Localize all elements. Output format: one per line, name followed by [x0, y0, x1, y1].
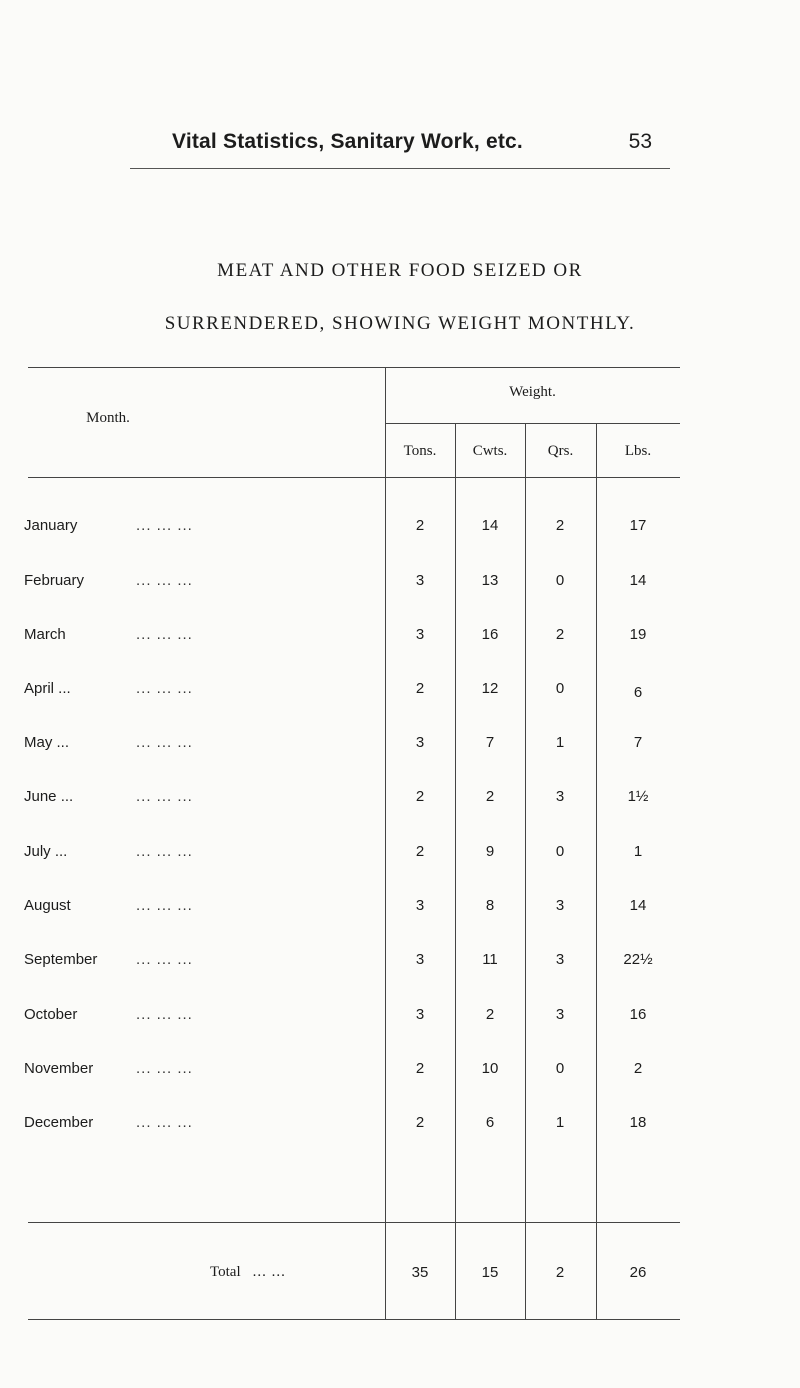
tons-cell: 3	[415, 572, 425, 589]
table-bottom-rule	[28, 1319, 680, 1320]
tons-cell: 3	[415, 951, 425, 968]
leader-dots: ... ... ...	[136, 1060, 193, 1077]
month-name: October	[24, 1006, 78, 1023]
total-top-rule	[28, 1222, 680, 1223]
weight-subheader-rule	[385, 423, 680, 424]
month-column-divider	[385, 367, 386, 1319]
leader-dots: ... ... ...	[136, 1006, 193, 1023]
lbs-header: Lbs.	[624, 443, 652, 459]
qrs-cell: 3	[555, 951, 565, 968]
lbs-cell: 19	[629, 626, 647, 643]
cwts-cell: 13	[481, 572, 499, 589]
tons-cell: 3	[415, 897, 425, 914]
total-tons-cell: 35	[411, 1264, 429, 1281]
lbs-cell: 16	[629, 1006, 647, 1023]
month-name: June ...	[24, 788, 74, 805]
qrs-lbs-divider	[596, 423, 597, 1319]
lbs-cell: 1	[633, 843, 643, 860]
lbs-cell: 7	[633, 734, 643, 751]
cwts-cell: 2	[485, 1006, 495, 1023]
leader-dots: ... ... ...	[136, 572, 193, 589]
qrs-cell: 1	[555, 1114, 565, 1131]
lbs-cell: 22½	[623, 951, 653, 968]
cwts-cell: 16	[481, 626, 499, 643]
cwts-cell: 12	[481, 680, 499, 697]
tons-cell: 2	[415, 680, 425, 697]
leader-dots: ... ... ...	[136, 897, 193, 914]
cwts-cell: 7	[485, 734, 495, 751]
qrs-cell: 3	[555, 897, 565, 914]
qrs-cell: 3	[555, 788, 565, 805]
cwts-cell: 8	[485, 897, 495, 914]
leader-dots: ... ... ...	[136, 680, 193, 697]
leader-dots: ... ... ...	[136, 626, 193, 643]
cwts-cell: 14	[481, 517, 499, 534]
qrs-cell: 0	[555, 843, 565, 860]
cwts-qrs-divider	[525, 423, 526, 1319]
cwts-cell: 11	[482, 951, 498, 968]
month-header: Month.	[86, 410, 130, 426]
cwts-header: Cwts.	[472, 443, 508, 459]
month-name: December	[24, 1114, 94, 1131]
qrs-cell: 0	[555, 572, 565, 589]
qrs-cell: 0	[555, 1060, 565, 1077]
total-cwts-cell: 15	[481, 1264, 499, 1281]
tons-cell: 2	[415, 1114, 425, 1131]
tons-cwts-divider	[455, 423, 456, 1319]
lbs-cell: 17	[629, 517, 647, 534]
total-label: Total	[210, 1264, 241, 1280]
lbs-cell: 2	[633, 1060, 643, 1077]
running-header-title: Vital Statistics, Sanitary Work, etc.	[172, 130, 523, 153]
total-qrs-cell: 2	[555, 1264, 565, 1281]
month-name: April ...	[24, 680, 71, 697]
month-name: March	[24, 626, 66, 643]
leader-dots: ... ... ...	[136, 517, 193, 534]
month-name: January	[24, 517, 78, 534]
cwts-cell: 2	[485, 788, 495, 805]
qrs-cell: 2	[555, 626, 565, 643]
table-title-line-2: SURRENDERED, SHOWING WEIGHT MONTHLY.	[164, 313, 636, 334]
month-name: September	[24, 951, 98, 968]
tons-cell: 2	[415, 1060, 425, 1077]
leader-dots: ... ... ...	[136, 843, 193, 860]
lbs-cell: 1½	[627, 788, 649, 805]
month-name: May ...	[24, 734, 70, 751]
qrs-cell: 3	[555, 1006, 565, 1023]
month-name: July ...	[24, 843, 68, 860]
table-title-line-1: MEAT AND OTHER FOOD SEIZED OR	[217, 260, 583, 281]
tons-cell: 3	[415, 734, 425, 751]
tons-cell: 2	[415, 517, 425, 534]
tons-header: Tons.	[403, 443, 437, 459]
qrs-cell: 1	[555, 734, 565, 751]
tons-cell: 3	[415, 1006, 425, 1023]
qrs-header: Qrs.	[547, 443, 574, 459]
lbs-cell: 14	[629, 897, 647, 914]
lbs-cell: 14	[629, 572, 647, 589]
leader-dots: ... ... ...	[136, 788, 193, 805]
leader-dots: ... ... ...	[136, 1114, 193, 1131]
tons-cell: 2	[415, 843, 425, 860]
leader-dots: ... ... ...	[136, 951, 193, 968]
qrs-cell: 0	[555, 680, 565, 697]
lbs-cell: 18	[629, 1114, 647, 1131]
page-number: 53	[628, 130, 652, 153]
tons-cell: 2	[415, 788, 425, 805]
qrs-cell: 2	[555, 517, 565, 534]
leader-dots: ... ... ...	[136, 734, 193, 751]
leader-dots: ... ...	[252, 1264, 286, 1280]
running-header	[172, 130, 652, 164]
header-bottom-rule	[28, 477, 680, 478]
lbs-cell: 6	[633, 684, 643, 701]
header-rule	[130, 168, 670, 169]
cwts-cell: 6	[485, 1114, 495, 1131]
total-lbs-cell: 26	[629, 1264, 647, 1281]
weight-header: Weight.	[509, 384, 556, 400]
month-name: August	[24, 897, 71, 914]
month-name: November	[24, 1060, 94, 1077]
cwts-cell: 9	[485, 843, 495, 860]
table-top-rule	[28, 367, 680, 368]
tons-cell: 3	[415, 626, 425, 643]
month-name: February	[24, 572, 85, 589]
cwts-cell: 10	[481, 1060, 499, 1077]
